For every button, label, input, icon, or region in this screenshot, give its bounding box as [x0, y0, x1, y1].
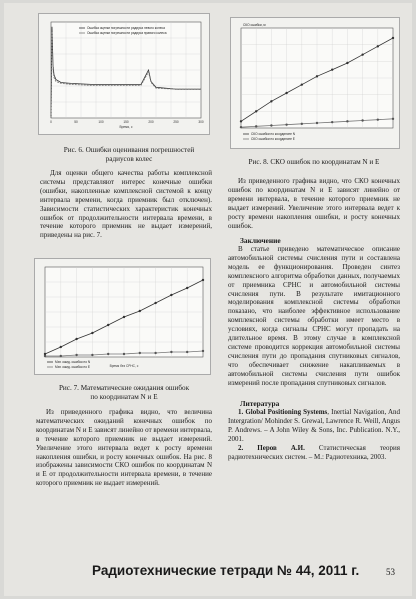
data-point	[202, 350, 204, 352]
legend-entry: СКО ошибки по координате E	[251, 137, 295, 141]
page-number: 53	[386, 567, 395, 577]
data-point	[75, 354, 77, 356]
data-point	[301, 83, 303, 85]
data-point	[60, 346, 62, 348]
data-point	[285, 92, 287, 94]
paragraph-left-1: Для оценки общего качества работы комплексной системы представляют интерес конечные ошибки (ошибки, накопленные комплексной системой к концу интервала времени, когда приемник был отключен). Зависимости статистических характеристик конечных ошибок от продолжительности интервала времени, в течение которого приемник не выдает измерений, приведены на рис. 7.	[40, 169, 212, 240]
reference-2-author: 2. Перов А.И.	[238, 444, 305, 452]
legend-entry: Мат. ожид. ошибок по N	[55, 360, 91, 364]
paragraph-left-2: Из приведенного графика видно, что величина математических ожиданий конечных ошибок по координатам N и E зависят линейно от времени интервала, в течение которого приемник не выдает измерений. Увеличение этого интервала ведет к росту времени накопления ошибки, и росту конечных ошибок. На рис. 8 изображены зависимости СКО ошибок по координатам N и E от продолжительности интервала времени, в течение которого приемник не выдает измерений.	[36, 408, 212, 488]
data-point	[139, 310, 141, 312]
y-axis-label: СКО ошибки, м	[243, 23, 266, 27]
legend-entry: Ошибка оценки погрешности радиуса левого колеса	[87, 26, 165, 30]
reference-1	[228, 408, 400, 444]
figure-6-caption-line1: Рис. 6. Ошибки оценивания погрешностей	[63, 146, 195, 154]
journal-footer: Радиотехнические тетради № 44, 2011 г.	[92, 563, 360, 578]
data-point	[170, 351, 172, 353]
data-point	[285, 123, 287, 125]
data-point	[377, 118, 379, 120]
data-point	[186, 287, 188, 289]
legend-entry: Ошибка оценки погрешности радиуса правого колеса	[87, 31, 167, 35]
data-point	[361, 53, 363, 55]
data-point	[75, 338, 77, 340]
data-point	[377, 45, 379, 47]
paragraph-right-1: Из приведенного графика видно, что СКО конечных ошибок по координатам N и E зависят линейно от времени интервала, в течение которого приемник не выдает измерений. Увеличение этого интервала ведет к росту времени накопления ошибки, и росту конечных ошибок.	[228, 177, 400, 230]
figure-7-chart	[34, 258, 211, 375]
data-point	[361, 119, 363, 121]
figure-6-svg	[39, 14, 209, 134]
figure-6-caption-line2: радиусов колес	[105, 155, 153, 163]
data-point	[154, 302, 156, 304]
figure-6-chart	[38, 13, 210, 135]
data-point	[346, 120, 348, 122]
figure-7-caption-line1: Рис. 7. Математические ожидания ошибок	[58, 384, 190, 392]
figure-7-caption-line2: по координатам N и E	[90, 393, 158, 401]
legend-entry: Мат. ожид. ошибок по E	[55, 365, 91, 369]
data-point	[107, 353, 109, 355]
data-point	[139, 352, 141, 354]
figure-6-caption	[44, 146, 214, 164]
data-point	[91, 332, 93, 334]
data-point	[270, 124, 272, 126]
data-point	[316, 75, 318, 77]
data-point	[301, 123, 303, 125]
data-point	[392, 118, 394, 120]
x-tick-label: 300	[198, 120, 204, 124]
references-heading: Литература	[240, 399, 280, 408]
figure-7-svg	[35, 259, 210, 374]
data-point	[186, 351, 188, 353]
figure-8-chart	[230, 17, 400, 149]
journal-page	[4, 3, 412, 596]
data-point	[392, 37, 394, 39]
reference-2	[228, 444, 400, 462]
data-point	[123, 316, 125, 318]
data-point	[255, 125, 257, 127]
data-point	[123, 353, 125, 355]
data-point	[255, 110, 257, 112]
x-axis-label: Время без СРНС, с	[109, 364, 139, 368]
figure-8-caption: Рис. 8. СКО ошибок по координатам N и E	[248, 158, 380, 166]
x-tick-label: 150	[123, 120, 129, 124]
reference-1-rest: , Inertial Navigation, And Intergration/ Mohinder S. Grewal, Lawrence R. Weill, Angus P. Andrews. – A John Wiley & Sons, Inc. Publication. N.Y., 2001.	[228, 408, 400, 443]
reference-1-author: 1. Global Positioning Systems	[238, 408, 328, 416]
data-point	[331, 121, 333, 123]
reference-2-rest: Статистическая теория радиотехнических систем. – М.: Радиотехника, 2003.	[228, 444, 400, 461]
data-point	[240, 126, 242, 128]
x-tick-label: 200	[148, 120, 154, 124]
data-point	[202, 279, 204, 281]
data-point	[154, 352, 156, 354]
x-tick-label: 100	[98, 120, 104, 124]
x-tick-label: 0	[50, 120, 52, 124]
data-point	[331, 68, 333, 70]
data-point	[270, 100, 272, 102]
data-point	[44, 355, 46, 357]
x-axis-label: Время, с	[119, 125, 133, 129]
conclusion-text: В статье приведено математическое описание автомобильной системы счисления пути и составлена модель ее функционирования. Проведен синтез комплексного алгоритма обработки данных, получаемых от приемника СРНС и автомобильной системы счисления пути. В результате имитационного моделирования комплексной системы обработки показано, что наиболее эффективное использование комплексной системы обработки имеет место в условиях, когда сигналы СРНС могут пропадать на длительное время. В этому случае в комплексной системе проводится коррекция автомобильной системы счисления пути до пропадания спутниковых сигналов, что обеспечивает снижение накапливаемых в автомобильной системы счисления пути ошибок измерений после пропадания спутниковых сигналов.	[228, 245, 400, 387]
data-point	[240, 120, 242, 122]
conclusion-heading: Заключение	[240, 236, 281, 245]
data-point	[346, 62, 348, 64]
data-point	[91, 354, 93, 356]
data-point	[316, 122, 318, 124]
x-tick-label: 250	[173, 120, 179, 124]
figure-8-svg	[231, 18, 399, 148]
legend-entry: СКО ошибки по координате N	[251, 132, 296, 136]
data-point	[107, 324, 109, 326]
figure-7-caption	[38, 384, 210, 402]
data-point	[170, 294, 172, 296]
data-point	[60, 355, 62, 357]
x-tick-label: 50	[74, 120, 78, 124]
